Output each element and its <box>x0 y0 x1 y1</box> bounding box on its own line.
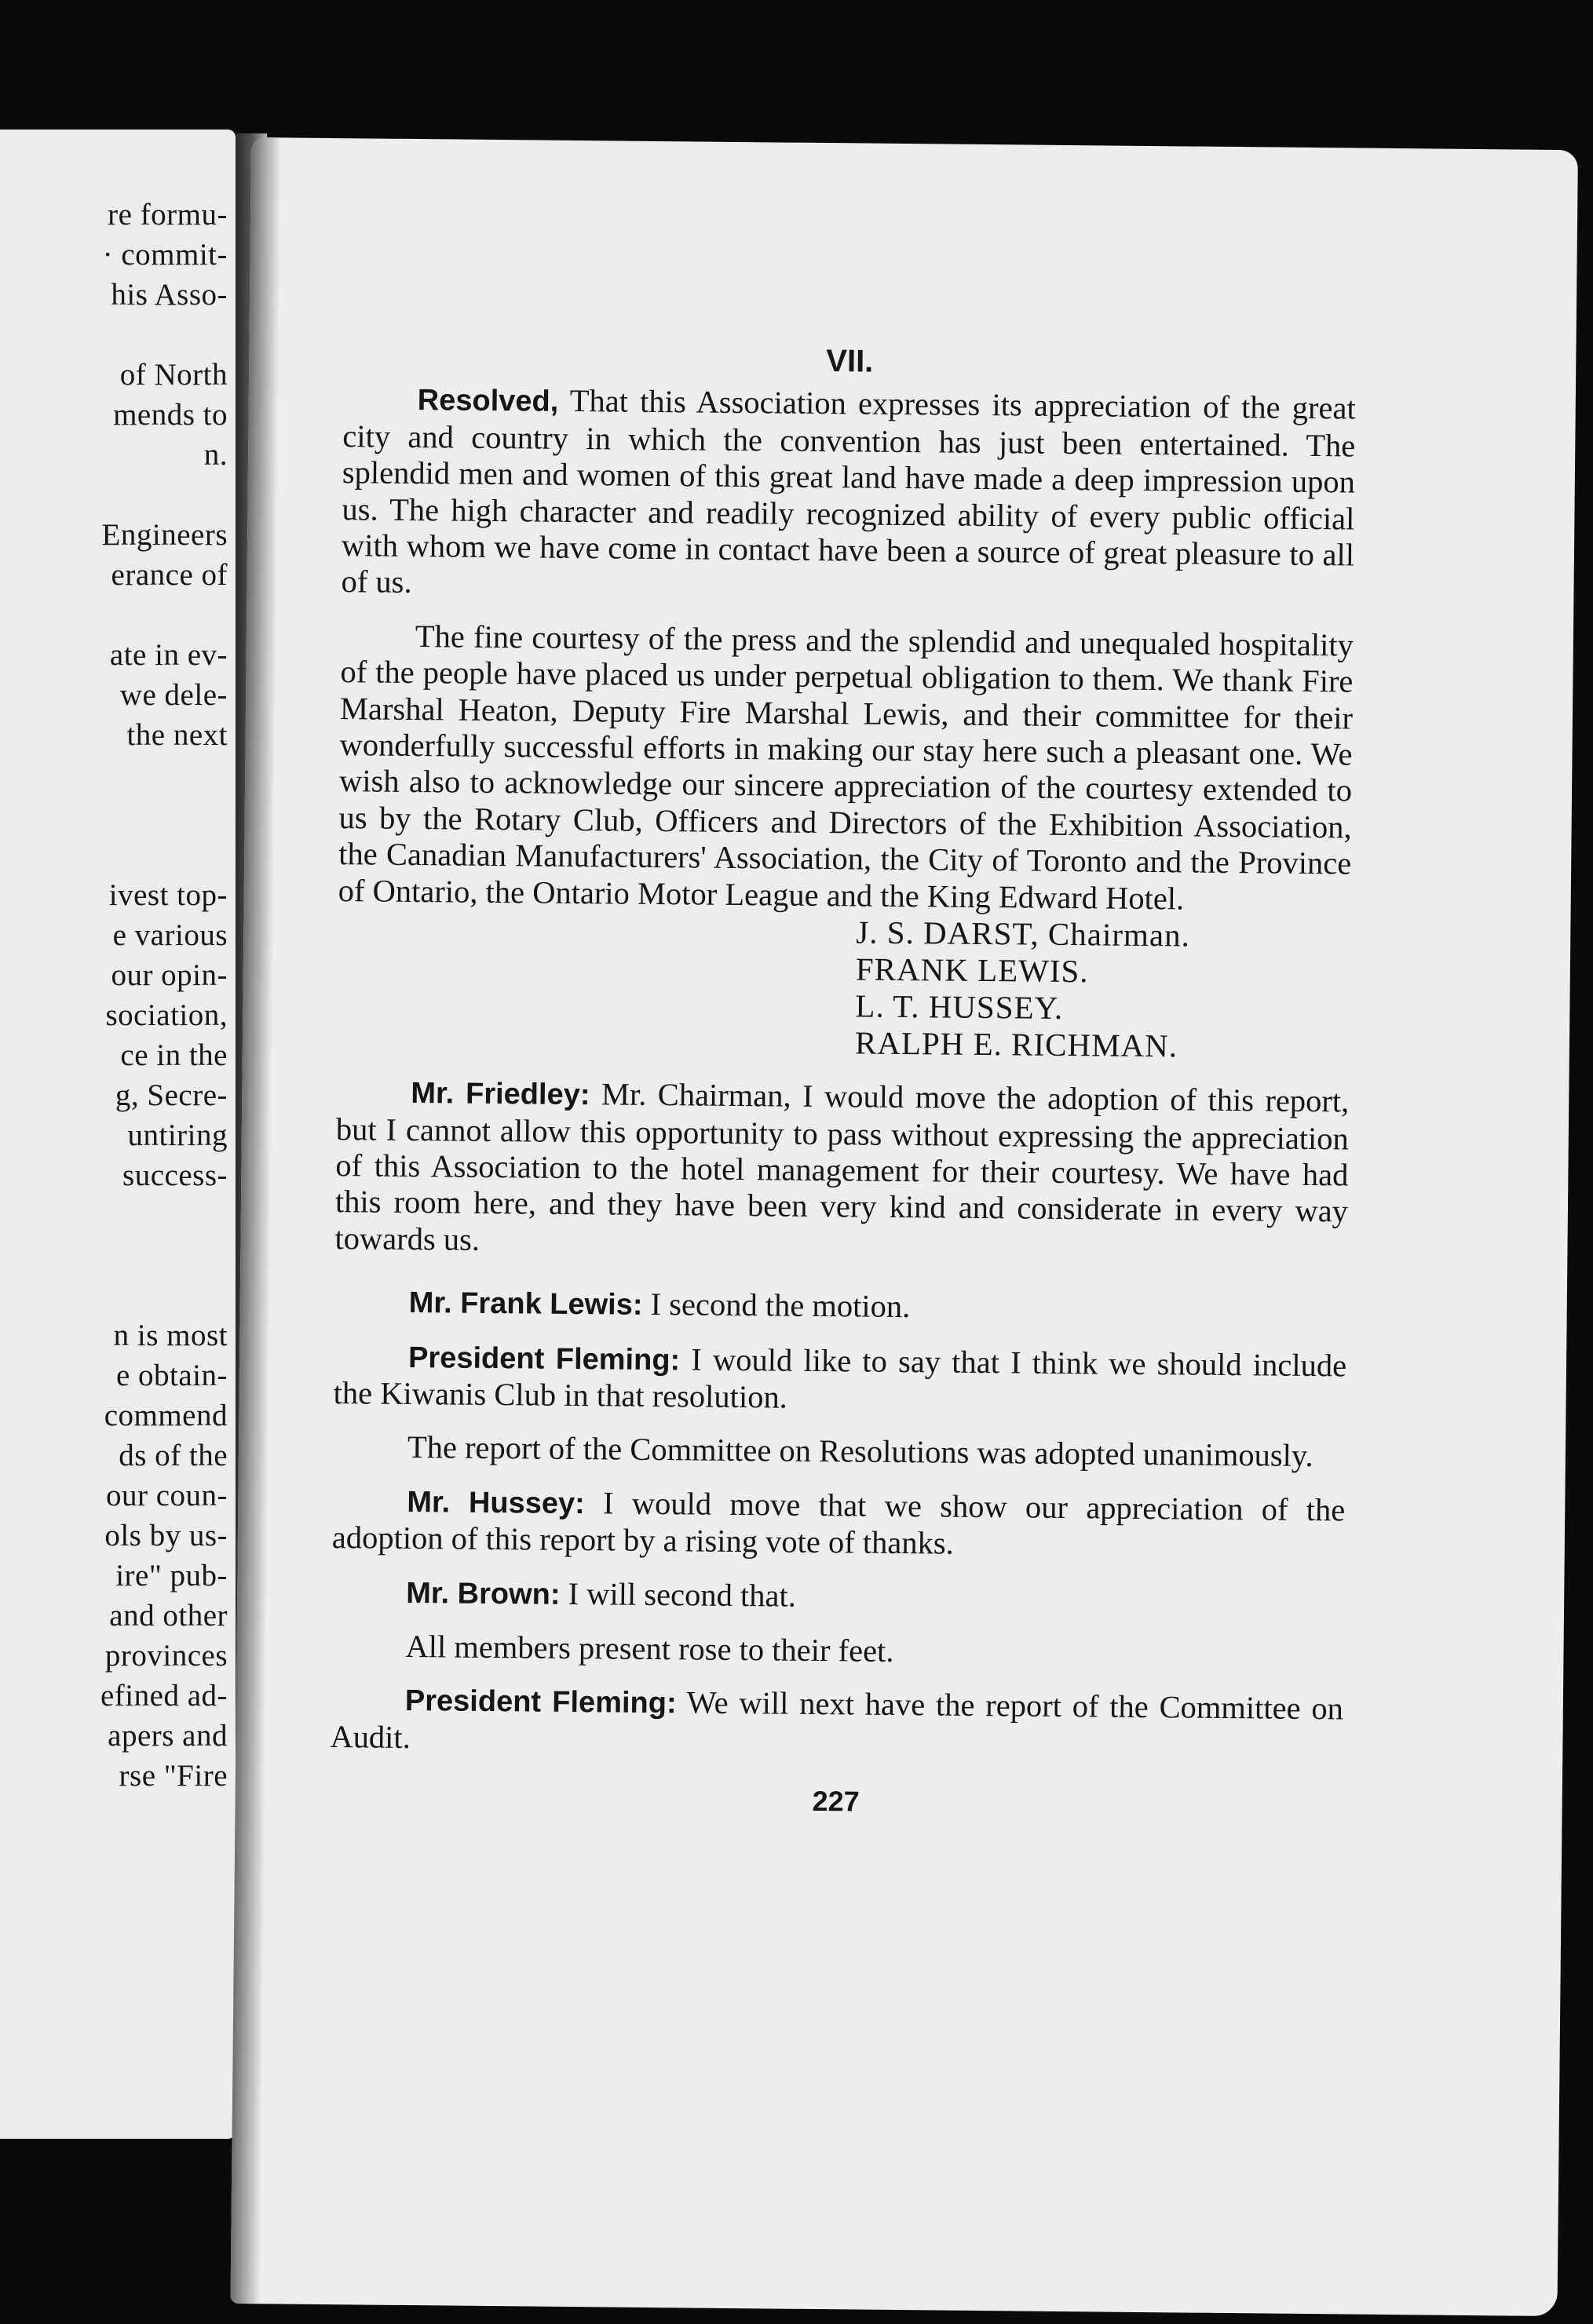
right-page <box>231 137 1578 2316</box>
left-page-line: e various <box>112 918 228 952</box>
paragraph-text: Mr. Chairman, I would move the adoption of this report, but I cannot allow this opportunity to pass without expressing the appreciation of this Association to the hotel management for their courtesy. We have had this room here, and they have been very kind and considerate in every way towards us. <box>334 1076 1350 1257</box>
signature-lewis: FRANK LEWIS. <box>855 950 1089 990</box>
speaker-name: President Fleming: <box>404 1684 677 1720</box>
left-page-line: mends to <box>113 398 228 432</box>
paragraph-hussey <box>332 1483 1346 1566</box>
left-page-line: our opin- <box>111 958 228 992</box>
speaker-name: President Fleming: <box>407 1341 681 1377</box>
left-page-line: e obtain- <box>115 1359 228 1392</box>
left-page-line: his Asso- <box>111 278 228 312</box>
left-page-line: ce in the <box>120 1038 228 1072</box>
left-page-line: of North <box>119 358 228 392</box>
left-page-line: sociation, <box>105 998 228 1032</box>
paragraph-friedley <box>334 1074 1349 1266</box>
signature-hussey: L. T. HUSSEY. <box>855 987 1064 1027</box>
left-page-line: rse "Fire <box>119 1759 228 1793</box>
left-page-line: n. <box>203 438 228 472</box>
paragraph-courtesy: The fine courtesy of the press and the splendid and unequaled hospitality of the people have placed us under perpetual obligation to them. We thank Fire Marshal Heaton, Deputy Fire Marshal Lewis, and their committee for their wonderfully successful efforts in making our stay here such a pleasant one. We wish also to acknowledge our sincere appreciation of the courtesy extended to us by the Rotary Club, Officers and Directors of the Exhibition Association, the Canadian Manufacturers' Association, the City of Toronto and the Province of Ontario, the Ontario Motor League and the King Edward Hotel. <box>338 618 1354 917</box>
paragraph-resolved <box>341 381 1356 611</box>
left-page-line: our coun- <box>105 1479 228 1512</box>
paragraph-brown <box>331 1574 1344 1621</box>
left-page-line: n is most <box>113 1319 228 1352</box>
paragraph-text: We will next have the report of the Committee on Audit. <box>330 1684 1344 1755</box>
left-page-line: provinces <box>104 1639 228 1673</box>
left-page-line: untiring <box>127 1118 228 1152</box>
page-number: 227 <box>812 1785 860 1818</box>
paragraph-text: I will second that. <box>560 1575 797 1614</box>
section-heading: VII. <box>826 344 874 379</box>
signature-darst: J. S. DARST, Chairman. <box>856 914 1191 954</box>
left-page-line: efined ad- <box>100 1679 228 1713</box>
left-page-line: erance of <box>111 558 228 592</box>
left-page-line: g, Secre- <box>115 1078 228 1112</box>
left-page-line: ate in ev- <box>109 638 228 672</box>
left-page-line: the next <box>126 718 228 752</box>
left-page-line: re formu- <box>108 198 228 232</box>
paragraph-text: I would move that we show our appreciation of the adoption of this report by a rising vote of thanks. <box>331 1484 1346 1561</box>
left-page-line: · commit- <box>102 238 228 272</box>
left-page-line: Engineers <box>101 518 228 552</box>
paragraph-rose: All members present rose to their feet. <box>405 1628 894 1669</box>
paragraph-text: That this Association expresses its appreciation of the great city and country in which the convention has just been entertained. The splendid men and women of this great land have made a deep impression upon us. The high character and readily recognized ability of every public official with whom we have come in contact have been a source of great pleasure to all of us. <box>341 383 1356 600</box>
paragraph-text: I would like to say that I think we should include the Kiwanis Club in that resolution. <box>333 1341 1347 1415</box>
speaker-name: Mr. Friedley: <box>411 1077 590 1112</box>
left-page-line: commend <box>104 1399 228 1432</box>
left-page-line: and other <box>109 1599 228 1633</box>
paragraph-text: I second the motion. <box>642 1286 911 1325</box>
speaker-name: Mr. Frank Lewis: <box>408 1286 643 1322</box>
left-page <box>0 130 236 2139</box>
paragraph-fleming-audit <box>330 1681 1343 1764</box>
resolved-label: Resolved, <box>417 384 559 419</box>
signature-block <box>855 914 1351 1067</box>
signature-richman: RALPH E. RICHMAN. <box>854 1024 1178 1064</box>
speaker-name: Mr. Brown: <box>406 1576 561 1611</box>
left-page-line: ivest top- <box>108 878 228 912</box>
left-page-line: ire" pub- <box>115 1559 228 1593</box>
page-text <box>329 338 1356 1825</box>
paragraph-adopted: The report of the Committee on Resolutions was adopted unanimously. <box>407 1429 1313 1474</box>
left-page-line: success- <box>122 1158 228 1192</box>
left-page-line: ds of the <box>119 1439 228 1472</box>
left-page-line: we dele- <box>119 678 228 712</box>
left-page-line: ols by us- <box>104 1519 228 1552</box>
paragraph-frank-lewis <box>334 1283 1347 1330</box>
speaker-name: Mr. Hussey: <box>407 1485 585 1520</box>
paragraph-fleming-kiwanis <box>333 1338 1346 1421</box>
left-page-line: apers and <box>108 1719 228 1753</box>
